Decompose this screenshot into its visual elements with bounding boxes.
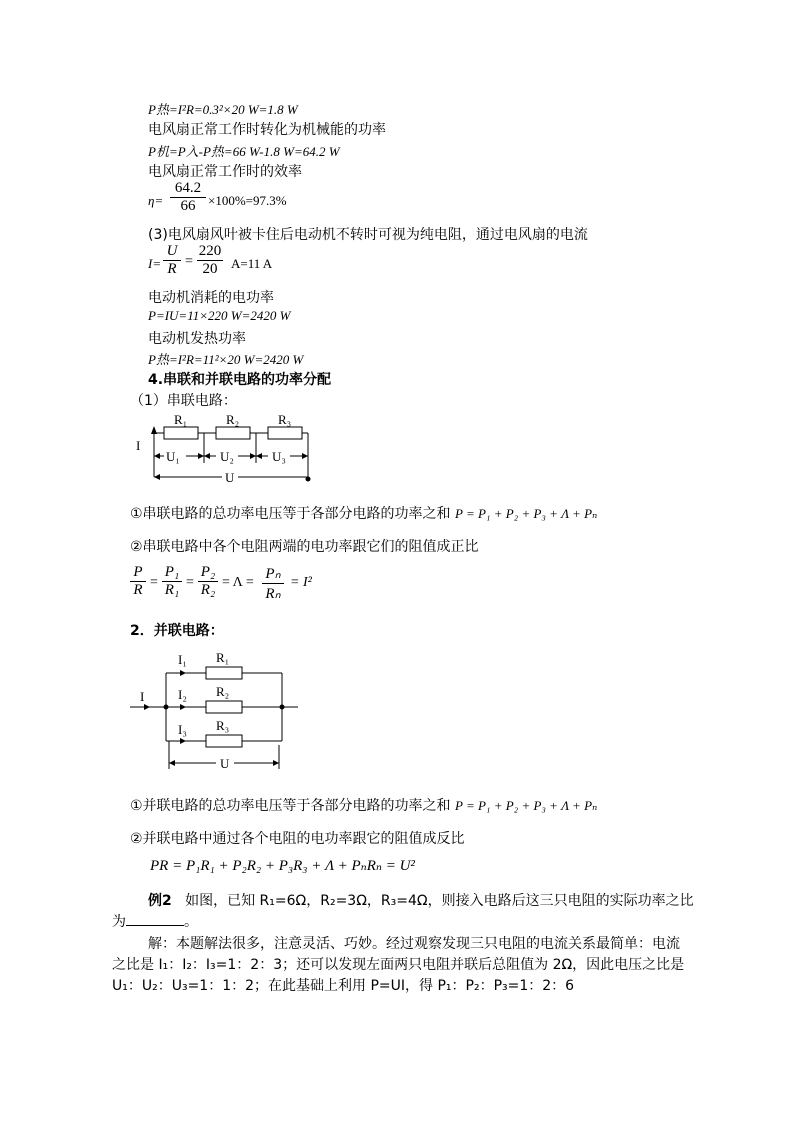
current-numerator-220: 220 <box>198 243 222 259</box>
series-r2-label: R₂ <box>226 412 240 427</box>
example-answer-suffix: 。 <box>184 914 198 930</box>
frac-num: P₁ <box>164 564 180 580</box>
resistor-r3 <box>268 427 302 439</box>
parallel-formula-2: PR = P₁R₁ + P₂R₂ + P₃R₃ + Λ + PₙRₙ = U² <box>150 858 415 874</box>
series-r1-label: R₁ <box>174 412 188 427</box>
series-circuit-title: （1）串联电路： <box>130 393 237 409</box>
frac-p-over-r <box>130 564 146 599</box>
series-circuit-diagram <box>130 405 330 490</box>
motor-power-heading: 电动机消耗的电功率 <box>148 290 274 306</box>
section-heading-power-distribution: 4.串联和并联电路的功率分配 <box>148 372 332 388</box>
parallel-r1-label: R₁ <box>216 650 230 665</box>
series-formula-1: P = P₁ + P₂ + P₃ + Λ + Pₙ <box>455 506 598 521</box>
eq-lambda: = Λ = <box>222 575 254 590</box>
series-current-label: I <box>136 438 141 453</box>
parallel-u-label: U <box>220 756 230 771</box>
series-rule-2: ②串联电路中各个电阻两端的电功率跟它们的阻值成正比 <box>130 539 479 555</box>
series-r3-label: R₃ <box>278 412 292 427</box>
frac-pn-over-rn <box>262 564 284 603</box>
motor-heat-heading: 电动机发热功率 <box>148 331 246 347</box>
resistor-r2 <box>216 427 250 439</box>
series-u2-label: U₂ <box>220 449 234 464</box>
current-prefix: I= <box>148 256 162 271</box>
parallel-i1-label: I₁ <box>178 652 187 667</box>
mech-power-heading: 电风扇正常工作时转化为机械能的功率 <box>148 122 386 138</box>
parallel-resistor-r3 <box>206 735 242 747</box>
frac-p2-over-r2 <box>198 564 218 599</box>
solution-line-2: 之比是 I₁：I₂：I₃=1：2：3；还可以发现左面两只电阻并联后总阻值为 2Ω，因此电压之比是 <box>112 957 685 973</box>
example-label: 例2 <box>148 893 172 909</box>
parallel-r3-label: R₃ <box>216 718 230 733</box>
series-u1-label: U₁ <box>166 449 180 464</box>
frac-den: R₂ <box>200 582 216 598</box>
current-equals: = <box>185 254 193 269</box>
efficiency-fraction <box>170 180 206 215</box>
parallel-formula-1: P = P₁ + P₂ + P₃ + Λ + Pₙ <box>455 798 598 813</box>
series-rule-1-text: ①串联电路的总功率电压等于各部分电路的功率之和 <box>130 506 451 522</box>
motor-heat-line: P热=I²R=11²×20 W=2420 W <box>148 352 304 367</box>
current-suffix: A=11 A <box>231 256 273 271</box>
parallel-resistor-r1 <box>206 667 242 679</box>
parallel-rule-2: ②并联电路中通过各个电阻的电功率跟它的阻值成反比 <box>130 831 465 847</box>
motor-power-line: P=IU=11×220 W=2420 W <box>148 308 291 323</box>
power-heat-line: P热=I²R=0.3²×20 W=1.8 W <box>148 102 298 117</box>
series-u3-label: U₃ <box>272 449 286 464</box>
eq-i-squared: = I² <box>290 575 312 590</box>
parallel-i3-label: I₃ <box>178 722 187 737</box>
parallel-current-label: I <box>140 689 145 704</box>
parallel-circuit-title: 2．并联电路： <box>130 623 224 639</box>
frac-num: Pₙ <box>265 566 281 582</box>
frac-den: R₁ <box>164 582 180 598</box>
current-denominator-20: 20 <box>202 261 218 277</box>
frac-den: Rₙ <box>265 586 281 602</box>
parallel-rule-1-text: ①并联电路的总功率电压等于各部分电路的功率之和 <box>130 798 451 814</box>
eq-sign-2: = <box>186 575 194 590</box>
current-denominator-r: R <box>167 261 177 277</box>
mech-power-line: P机=P入-P热=66 W-1.8 W=64.2 W <box>148 144 340 159</box>
efficiency-suffix: ×100%=97.3% <box>208 193 287 208</box>
efficiency-heading: 电风扇正常工作时的效率 <box>148 164 302 180</box>
frac-p1-over-r1 <box>162 564 182 599</box>
stalled-motor-heading: (3)电风扇风叶被卡住后电动机不转时可视为纯电阻，通过电风扇的电流 <box>148 227 588 243</box>
efficiency-prefix: η= <box>148 193 164 208</box>
solution-line-3: U₁：U₂：U₃=1：1：2；在此基础上利用 P=UI，得 P₁：P₂：P₃=1：2：6 <box>112 978 575 994</box>
example-answer-line <box>112 911 198 931</box>
parallel-i2-label: I₂ <box>178 687 187 702</box>
parallel-rule-1 <box>130 795 597 815</box>
series-rule-1 <box>130 503 597 523</box>
series-u-label: U <box>225 470 235 485</box>
current-numerator-u: U <box>166 243 178 259</box>
example-question: 如图，已知 R₁=6Ω，R₂=3Ω，R₃=4Ω，则接入电路后这三只电阻的实际功率之比 <box>185 893 694 909</box>
example-2 <box>148 890 694 910</box>
efficiency-numerator: 64.2 <box>174 180 202 196</box>
parallel-circuit-diagram <box>128 645 308 775</box>
parallel-r2-label: R₂ <box>216 684 230 699</box>
example-answer-prefix: 为 <box>112 914 126 930</box>
answer-blank <box>126 912 184 926</box>
frac-num: P₂ <box>200 564 216 580</box>
frac-num: P <box>133 564 143 580</box>
frac-den: R <box>133 582 143 598</box>
efficiency-denominator: 66 <box>180 198 196 214</box>
resistor-r1 <box>164 427 198 439</box>
parallel-resistor-r2 <box>206 701 242 713</box>
eq-sign-1: = <box>150 575 158 590</box>
current-fraction-numeric <box>197 243 223 278</box>
solution-line-1: 解：本题解法很多，注意灵活、巧妙。经过观察发现三只电阻的电流关系最简单：电流 <box>148 936 680 952</box>
current-fraction-ur <box>163 243 181 278</box>
